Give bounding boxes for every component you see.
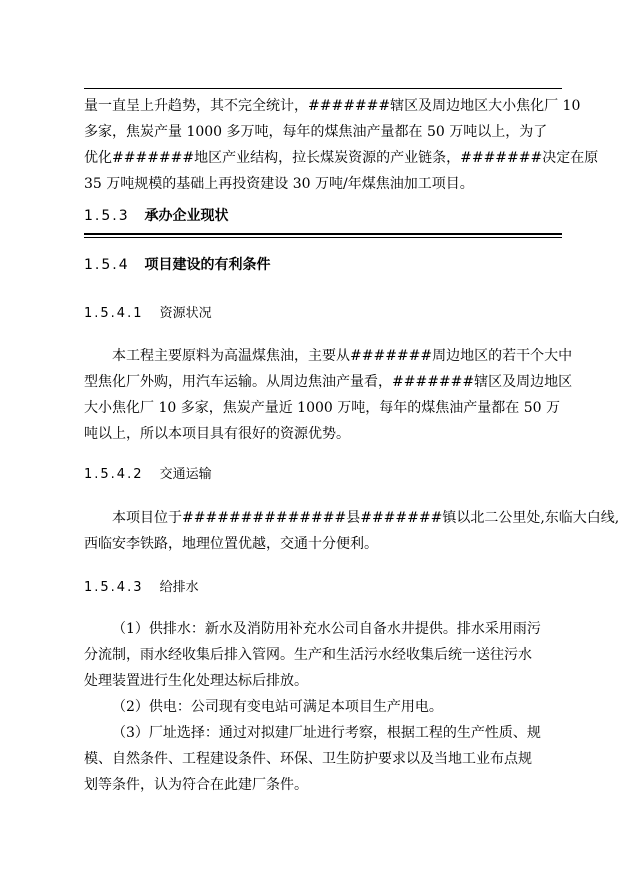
- paragraph-line: 处理装置进行生化处理达标后排放。: [84, 673, 308, 689]
- paragraph-line: （2）供电：公司现有变电站可满足本项目生产用电。: [112, 699, 443, 715]
- paragraph-line: 型焦化厂外购，用汽车运输。从周边焦油产量看，#######辖区及周边地区: [84, 374, 573, 390]
- subsection-title: 交通运输: [159, 467, 212, 482]
- paragraph-line: 本工程主要原料为高温煤焦油，主要从#######周边地区的若干个大中: [112, 348, 573, 364]
- section-title: 项目建设的有利条件: [144, 257, 271, 273]
- section-heading-1-5-3: [84, 205, 229, 225]
- paragraph-line: 35 万吨规模的基础上再投资建设 30 万吨/年煤焦油加工项目。: [84, 176, 474, 192]
- section-heading-1-5-4: [84, 254, 271, 274]
- subsection-number: 1.5.4.1: [84, 306, 144, 321]
- water-paragraph: [84, 616, 562, 798]
- section-rule: [84, 233, 562, 235]
- paragraph-line: 吨以上，所以本项目具有很好的资源优势。: [84, 426, 350, 442]
- paragraph-line: （1）供排水：新水及消防用补充水公司自备水井提供。排水采用雨污: [112, 621, 541, 637]
- paragraph-line: 划等条件，认为符合在此建厂条件。: [84, 777, 308, 793]
- paragraph-line: 多家，焦炭产量 1000 多万吨，每年的煤焦油产量都在 50 万吨以上，为了: [84, 124, 548, 140]
- paragraph-line: 模、自然条件、工程建设条件、环保、卫生防护要求以及当地工业布点规: [84, 751, 532, 767]
- paragraph-line: 大小焦化厂 10 多家，焦炭产量近 1000 万吨，每年的煤焦油产量都在 50 万: [84, 400, 560, 416]
- subsection-number: 1.5.4.2: [84, 467, 144, 482]
- subsection-heading-1-5-4-1: [84, 302, 212, 321]
- paragraph-line: 优化#######地区产业结构，拉长煤炭资源的产业链条，#######决定在原: [84, 150, 599, 166]
- subsection-title: 资源状况: [159, 306, 212, 321]
- paragraph-line: 西临安李铁路，地理位置优越，交通十分便利。: [84, 536, 378, 552]
- subsection-number: 1.5.4.3: [84, 580, 144, 595]
- paragraph-line: （3）厂址选择：通过对拟建厂址进行考察，根据工程的生产性质、规: [112, 725, 541, 741]
- section-number: 1.5.4: [84, 257, 130, 273]
- subsection-heading-1-5-4-2: [84, 463, 212, 482]
- subsection-title: 给排水: [159, 580, 199, 595]
- transport-paragraph: [84, 505, 620, 557]
- paragraph-line: 量一直呈上升趋势，其不完全统计，#######辖区及周边地区大小焦化厂 10: [84, 98, 581, 114]
- subsection-heading-1-5-4-3: [84, 576, 199, 595]
- intro-paragraph: [84, 93, 599, 197]
- section-number: 1.5.3: [84, 208, 130, 224]
- section-title: 承办企业现状: [144, 208, 229, 224]
- header-rule: [84, 88, 562, 89]
- paragraph-line: 分流制，雨水经收集后排入管网。生产和生活污水经收集后统一送往污水: [84, 647, 532, 663]
- resource-paragraph: [84, 343, 573, 447]
- paragraph-line: 本项目位于##############县#######镇以北二公里处,东临大白线,: [112, 510, 620, 526]
